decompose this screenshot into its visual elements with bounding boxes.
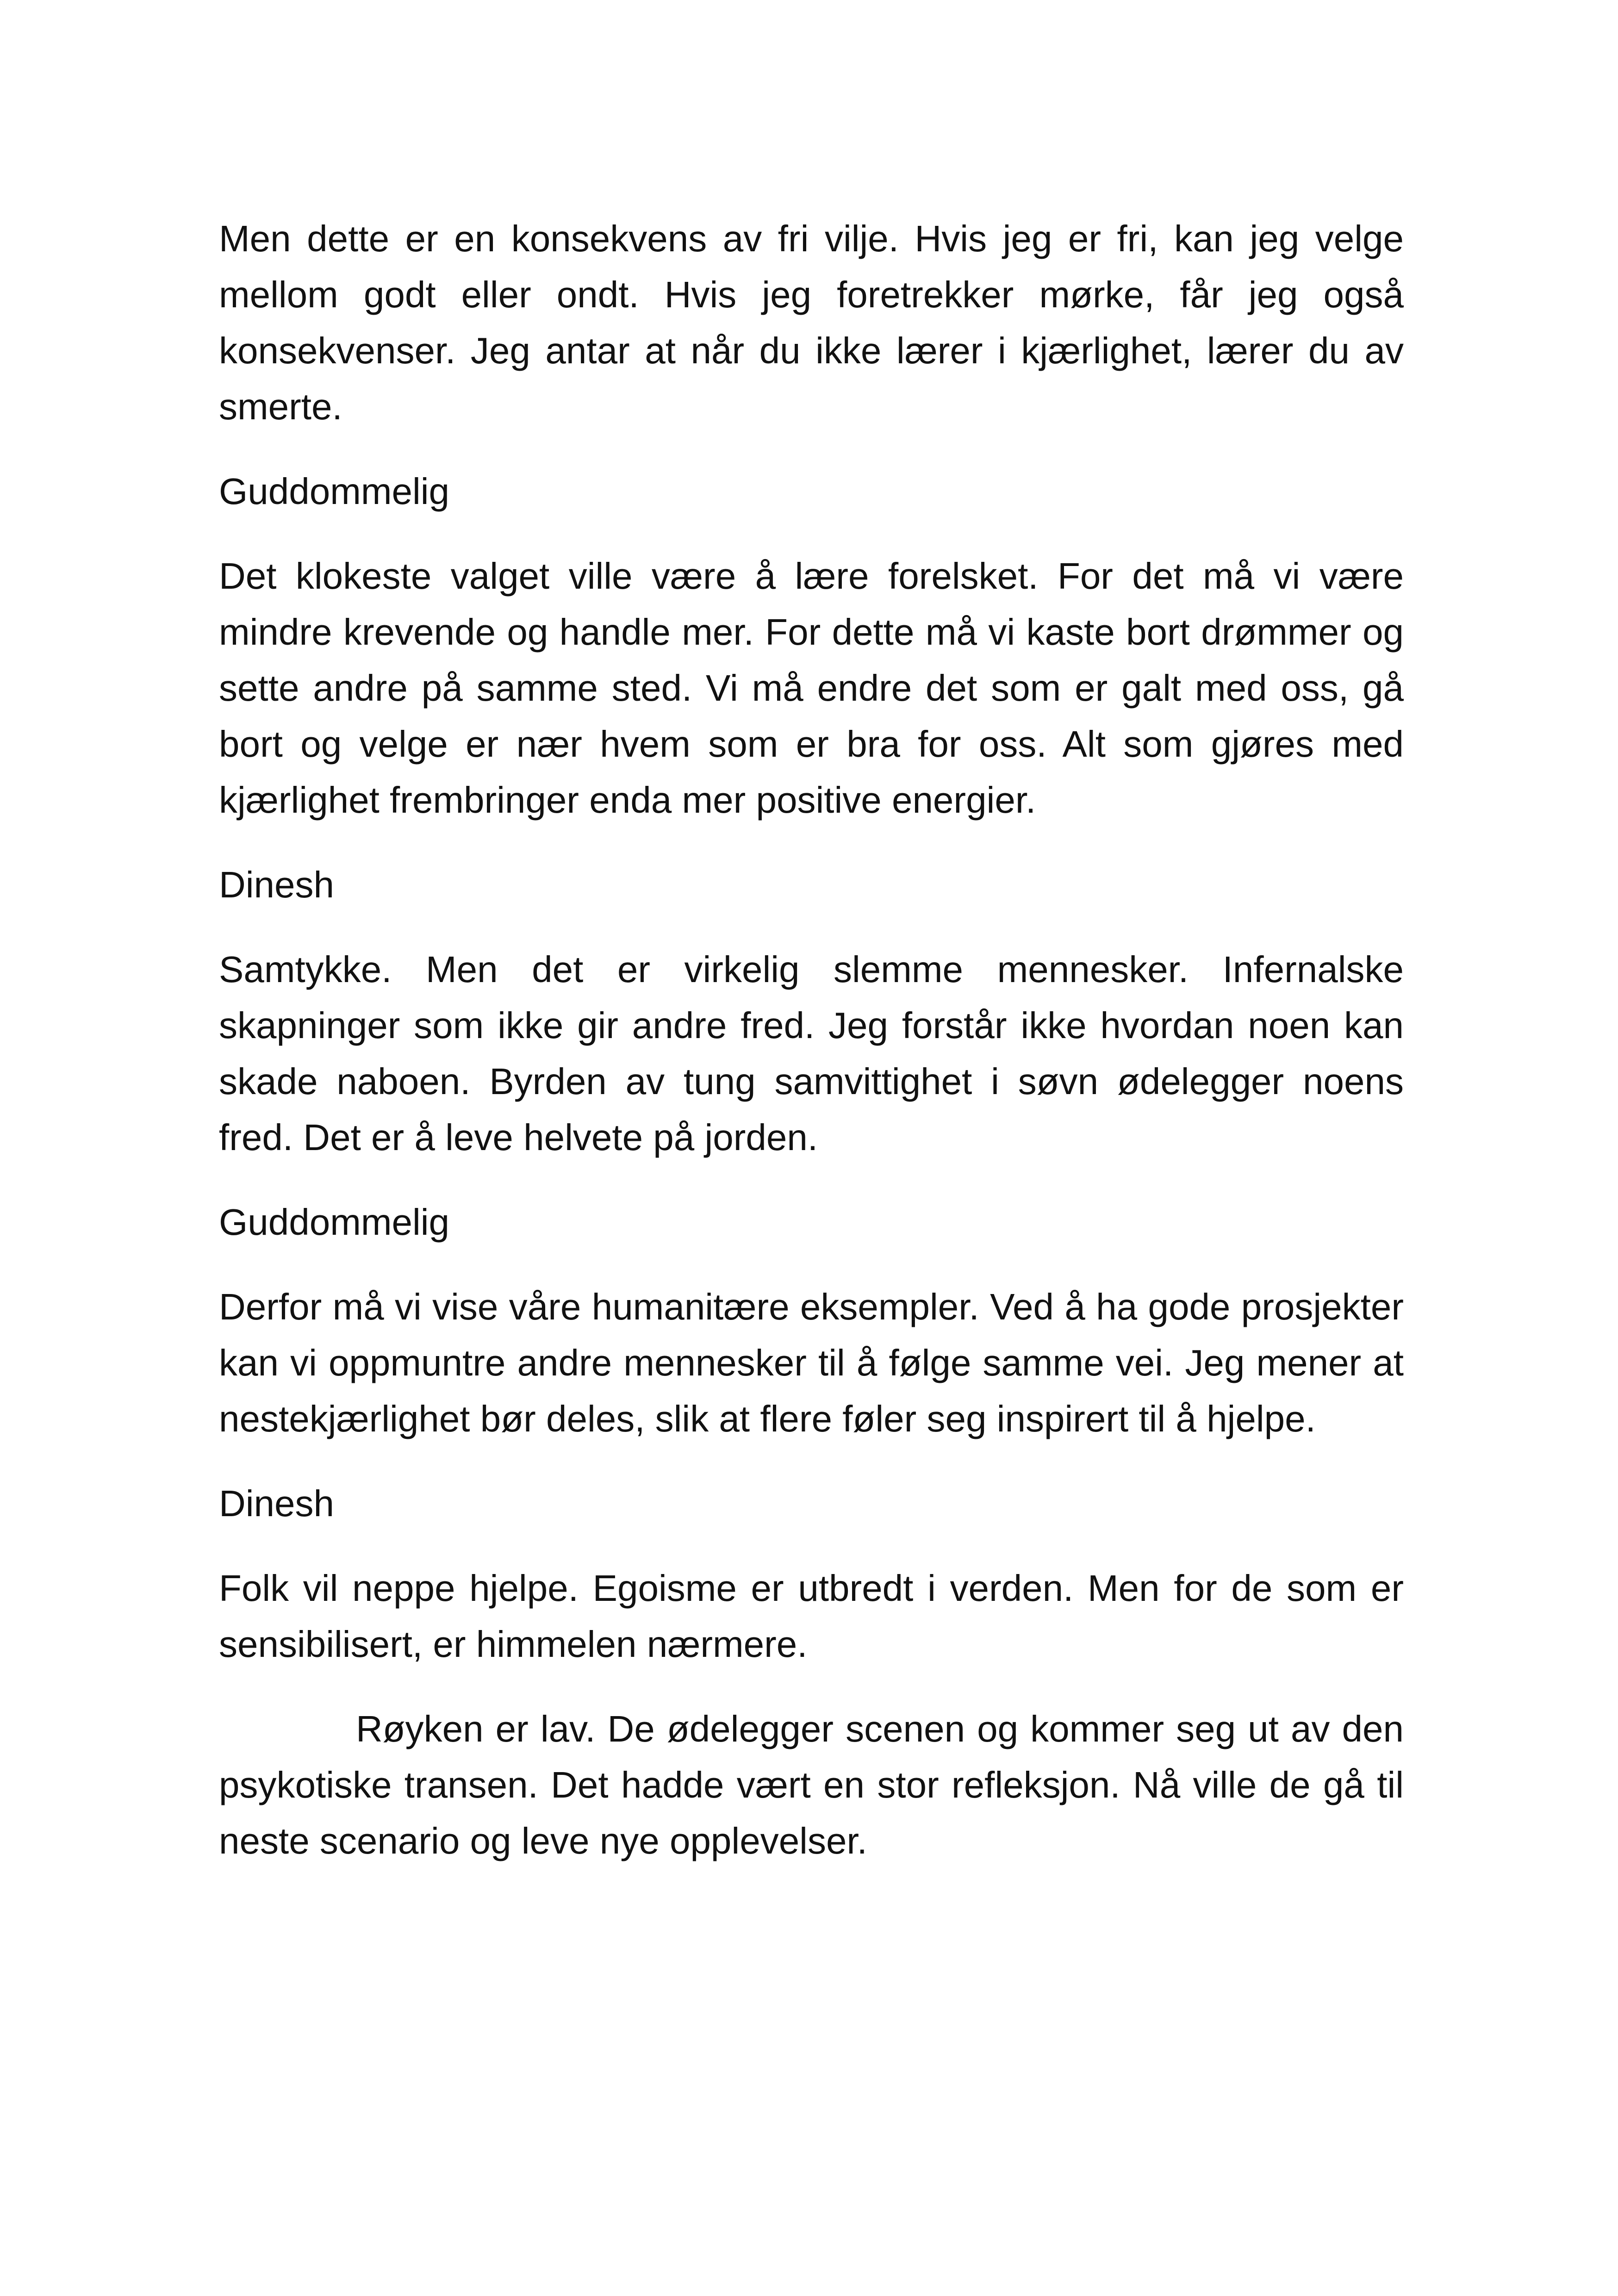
speaker-name: Dinesh xyxy=(219,864,335,905)
document-body xyxy=(219,211,1404,1898)
paragraph: Men dette er en konsekvens av fri vilje. Hvis jeg er fri, kan jeg velge mellom godt eller ondt. Hvis jeg foretrekker mørke, får jeg også konsekvenser. Jeg antar at når du ikke lærer i kjærlighet, lærer du av smerte. xyxy=(219,218,1404,427)
speaker-name: Guddommelig xyxy=(219,1201,450,1243)
speaker-name: Dinesh xyxy=(219,1483,335,1524)
paragraph: Det klokeste valget ville være å lære forelsket. For det må vi være mindre krevende og handle mer. For dette må vi kaste bort drømmer og sette andre på samme sted. Vi må endre det som er galt med oss, gå bort og velge er nær hvem som er bra for oss. Alt som gjøres med kjærlighet frembringer enda mer positive energier. xyxy=(219,555,1404,821)
speaker-name: Guddommelig xyxy=(219,471,450,512)
paragraph: Derfor må vi vise våre humanitære eksempler. Ved å ha gode prosjekter kan vi oppmuntre andre mennesker til å følge samme vei. Jeg mener at nestekjærlighet bør deles, slik at flere føler seg inspirert til å hjelpe. xyxy=(219,1286,1404,1439)
narration-paragraph: Røyken er lav. De ødelegger scenen og kommer seg ut av den psykotiske transen. Det hadde vært en stor refleksjon. Nå ville de gå til neste scenario og leve nye opplevelser. xyxy=(219,1708,1404,1861)
paragraph: Folk vil neppe hjelpe. Egoisme er utbredt i verden. Men for de som er sensibilisert, er himmelen nærmere. xyxy=(219,1568,1404,1665)
paragraph: Samtykke. Men det er virkelig slemme mennesker. Infernalske skapninger som ikke gir andre fred. Jeg forstår ikke hvordan noen kan skade naboen. Byrden av tung samvittighet i søvn ødelegger noens fred. Det er å leve helvete på jorden. xyxy=(219,949,1404,1158)
